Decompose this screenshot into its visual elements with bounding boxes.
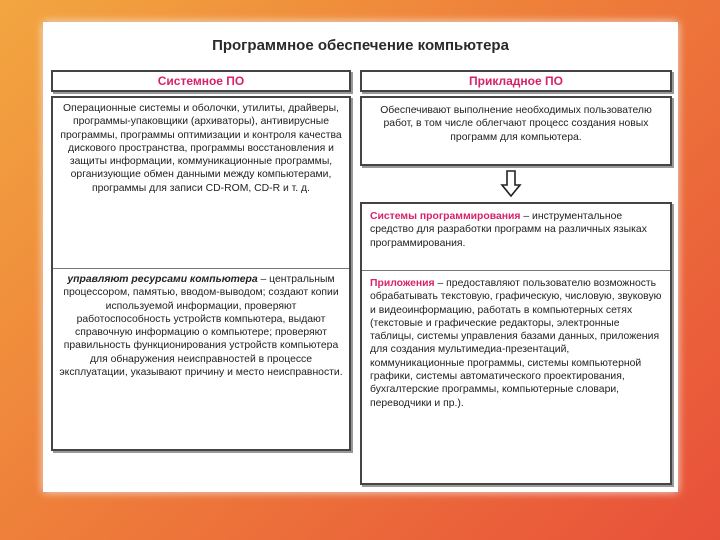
applied-software-description: Обеспечивают выполнение необходимых пользователю работ, в том числе облегчают процесс создания новых программ для компьютера.	[380, 105, 652, 143]
slide	[43, 22, 678, 492]
applied-software-column	[360, 70, 672, 485]
arrow-connector	[360, 170, 672, 200]
applied-software-box	[360, 96, 672, 166]
programming-systems-text: – инструментальное средство для разработки программ на различных языках программирования.	[370, 211, 647, 249]
system-software-description: Операционные системы и оболочки, утилиты, драйверы, программы-упаковщики (архиваторы), антивирусные программы, программы оптимизации и контроля качества дискового пространства, программы восстановления и защиты информации, коммуникационные программы, организующие обмен данными между компьютерами, программы для записи CD-ROM, CD-R и т. д.	[60, 103, 342, 194]
system-function-text: – центральным процессором, памятью, вводом-выводом; создают копии используемой информации, проверяют работоспособность устройств компьютера, выдают справочную информацию о компьютере; проверяют правильность функционирования устройств компьютера для обнаружения неисправностей в процессе эксплуатации, указывают причину и место неисправности.	[59, 274, 343, 379]
system-software-column	[51, 70, 351, 451]
page-title: Программное обеспечение компьютера	[212, 37, 509, 54]
system-software-box	[51, 96, 351, 451]
down-arrow-icon	[500, 170, 522, 198]
applications-cell	[362, 270, 670, 483]
programming-systems-lead: Системы программирования	[370, 211, 521, 222]
applied-software-header: Прикладное ПО	[360, 70, 672, 92]
system-function-lead: управляют ресурсами компьютера	[67, 274, 258, 285]
applications-text: – предоставляют пользователю возможность обрабатывать текстовую, графическую, числовую, звуковую и видеоинформацию, работать в компьютерных сетях (текстовые и графические редакторы, электронные таблицы, системы управления базами данных, приложения для создания мультимедиа-презентаций, коммуникационные программы, системы компьютерной графики, системы автоматического проектирования, бухгалтерские программы, компьютерные словари, переводчики и пр.).	[370, 278, 662, 409]
applications-lead: Приложения	[370, 278, 435, 289]
system-software-header: Системное ПО	[51, 70, 351, 92]
system-software-function	[53, 268, 349, 449]
applied-software-kinds-box	[360, 202, 672, 485]
programming-systems-cell	[362, 204, 670, 270]
